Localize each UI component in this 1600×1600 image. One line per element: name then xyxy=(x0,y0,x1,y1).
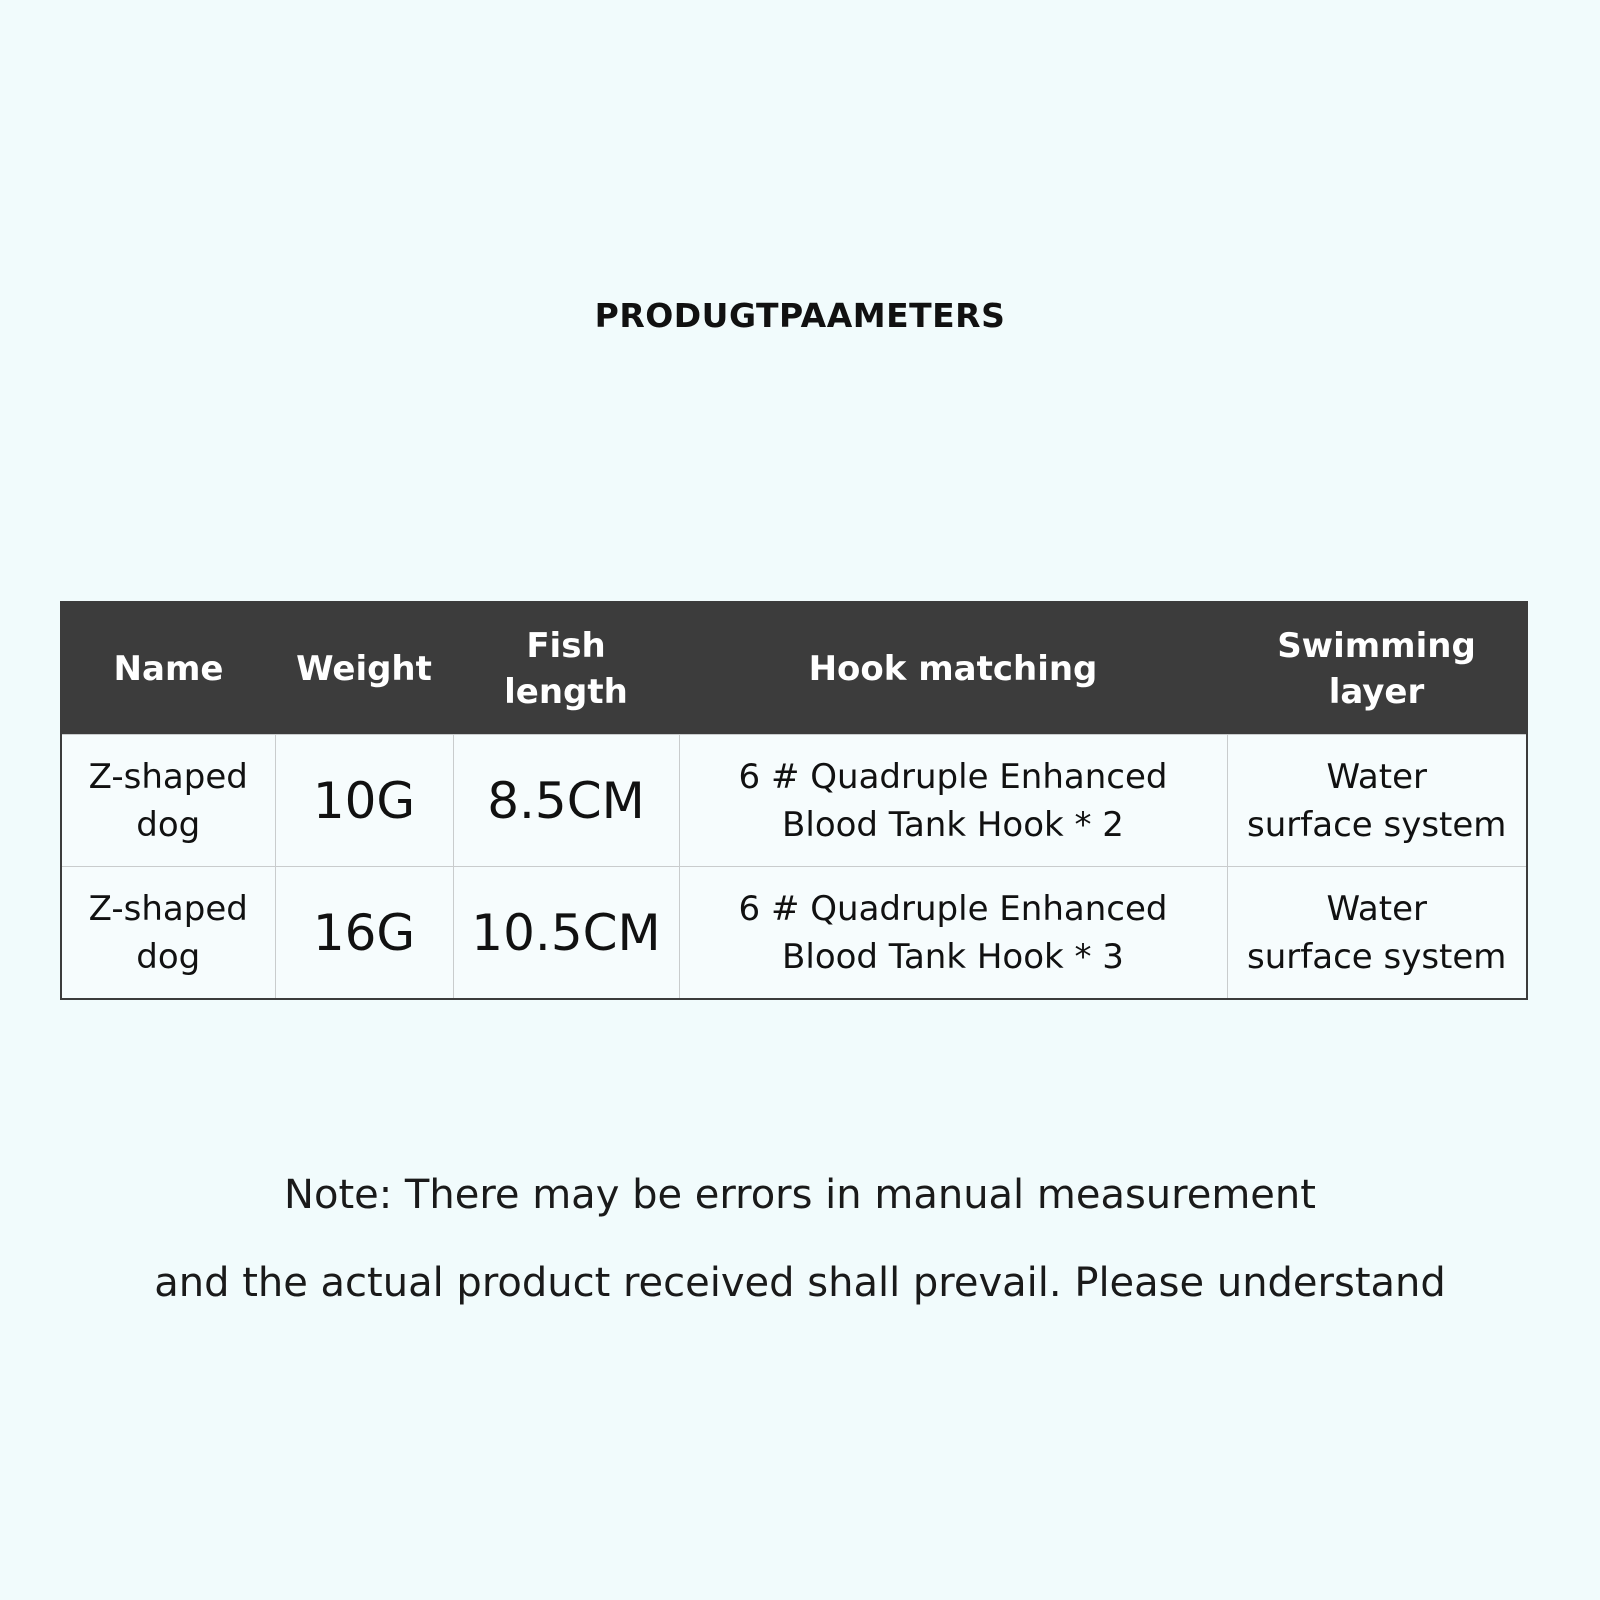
cell-fish-length: 10.5CM xyxy=(453,867,679,1000)
cell-hook-matching: 6 # Quadruple Enhanced Blood Tank Hook * 3 xyxy=(679,867,1227,1000)
cell-name: Z-shaped dog xyxy=(61,735,275,867)
cell-weight: 16G xyxy=(275,867,453,1000)
note-line-1: Note: There may be errors in manual measurement xyxy=(284,1172,1316,1218)
cell-name: Z-shaped dog xyxy=(61,867,275,1000)
header-swimming-layer: Swimming layer xyxy=(1227,602,1527,735)
header-hook-matching: Hook matching xyxy=(679,602,1227,735)
cell-fish-length: 8.5CM xyxy=(453,735,679,867)
table-row xyxy=(61,735,1527,867)
cell-swimming-layer: Water surface system xyxy=(1227,735,1527,867)
note-line-2: and the actual product received shall prevail. Please understand xyxy=(154,1260,1446,1306)
cell-swimming-layer: Water surface system xyxy=(1227,867,1527,1000)
header-name: Name xyxy=(61,602,275,735)
product-parameters-table xyxy=(60,601,1528,1000)
cell-hook-matching: 6 # Quadruple Enhanced Blood Tank Hook * 2 xyxy=(679,735,1227,867)
page-title: PRODUGTPAAMETERS xyxy=(594,296,1006,335)
header-weight: Weight xyxy=(275,602,453,735)
header-fish-length: Fish length xyxy=(453,602,679,735)
cell-weight: 10G xyxy=(275,735,453,867)
table-header-row xyxy=(61,602,1527,735)
table-row xyxy=(61,867,1527,1000)
